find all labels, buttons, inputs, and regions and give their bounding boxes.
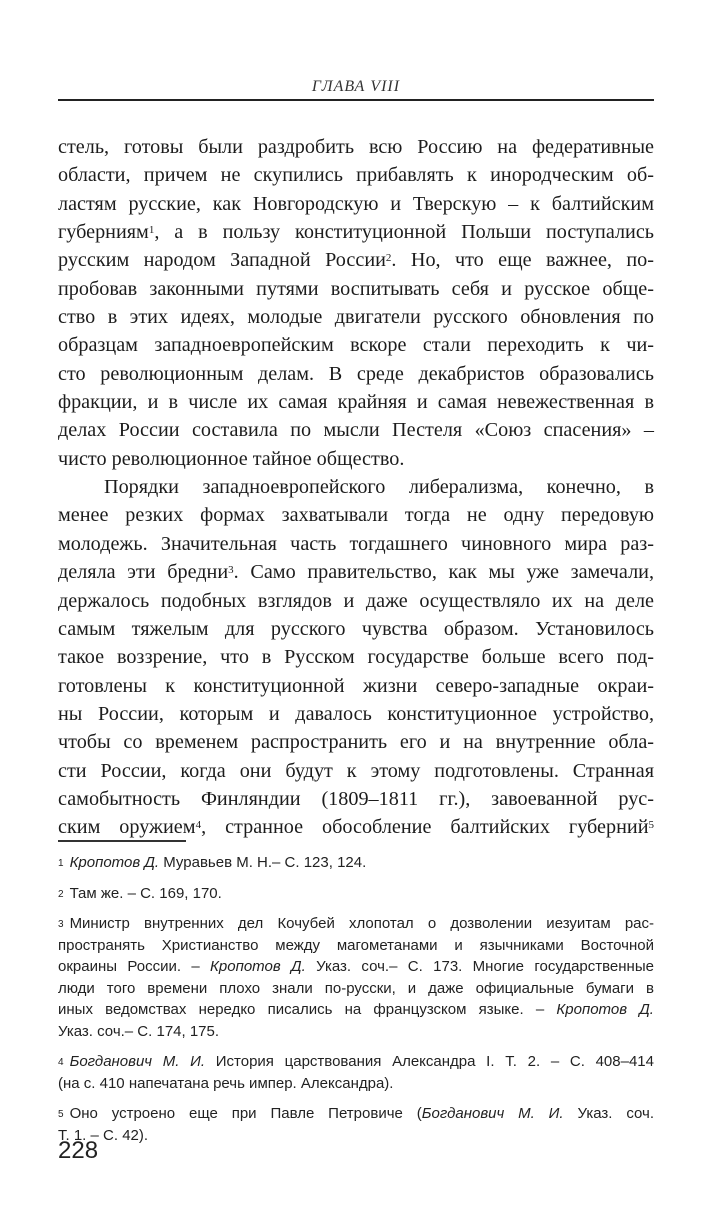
footnote-2 [58, 883, 654, 905]
text-line: держалось подобных взглядов и даже осуществляло их на деле [58, 589, 654, 612]
footnote-ref-1[interactable]: 1 [148, 224, 155, 237]
footnote-1 [58, 852, 654, 874]
text-line: фракции, и в числе их самая крайняя и самая невежественная в [58, 391, 654, 414]
text-line: самобытность Финляндии (1809–1811 гг.), завоеванной рус- [58, 787, 654, 810]
text-line: ластям русские, как Новгородскую и Тверскую – к балтийским [58, 192, 654, 215]
footnote-text: Муравьев М. Н.– С. 123, 124. [159, 854, 367, 871]
footnote-mark: 1 [58, 858, 64, 869]
main-text [58, 133, 654, 842]
footnote-4 [58, 1051, 654, 1094]
text-line: готовлены к конституционной жизни северо-западные окраи- [58, 674, 654, 697]
footnote-line: Т. 1. – С. 42). [58, 1126, 149, 1144]
footnote-rule [58, 840, 186, 842]
text-line: ским оружием$^4$, странное обособление балтийских губерний$^5$ [58, 816, 655, 839]
footnote-mark: 4 [58, 1057, 64, 1068]
text-line: русским народом Западной России$^2$. Но, что еще важнее, по- [58, 249, 654, 272]
text-line: самым тяжелым для русского чувства образом. Установилось [58, 617, 654, 640]
footnote-mark: 5 [58, 1109, 64, 1120]
text-line: делах России составила по мысли Пестеля «Союз спасения» – [58, 419, 654, 442]
text-line: ство в этих идеях, молодые двигатели русского обновления по [58, 306, 654, 329]
text-line: ны России, которым и давалось конституционное устройство, [58, 702, 654, 725]
text-line: образцам западноевропейским вскоре стали переходить к чи- [58, 334, 654, 357]
text-line: деляла эти бредни$^3$. Само правительство, как мы уже замечали, [58, 561, 654, 584]
text-line: молодежь. Значительная часть тогдашнего чиновного мира раз- [58, 532, 654, 555]
page-number: 228 [58, 1137, 99, 1164]
text-line: менее резких формах захватывали тогда не одну передовую [58, 504, 654, 527]
footnote-line: $^3$ Министр внутренних дел Кочубей хлопотал о дозволении иезуитам рас- [58, 915, 654, 932]
footnote-ref-3[interactable]: 3 [228, 564, 234, 577]
text-line: сти России, когда они будут к этому подготовлены. Странная [58, 759, 654, 782]
footnote-ref-5[interactable]: 5 [648, 819, 655, 832]
footnote-text: Там же. – С. 169, 170. [69, 884, 222, 902]
running-header: ГЛАВА VIII [311, 78, 401, 95]
footnote-line: $^5$ Оно устроено еще при Павле Петровиче (Богданович М. И. Указ. соч. [58, 1105, 654, 1122]
footnote-mark: 3 [58, 919, 64, 930]
footnote-line: $^4$ Богданович М. И. История царствования Александра I. Т. 2. – С. 408–414 [58, 1053, 654, 1070]
footnote-ref-4[interactable]: 4 [195, 819, 202, 832]
footnote-mark: 2 [58, 888, 64, 900]
text-line: чисто революционное тайное общество. [58, 447, 405, 470]
footnote-line: иных ведомствах нередко писались на французском языке. – Кропотов Д. [58, 1001, 654, 1018]
text-line: такое воззрение, что в Русском государстве больше всего под- [58, 646, 654, 669]
footnote-line: окраины России. – Кропотов Д. Указ. соч.– С. 173. Многие государственные [58, 958, 654, 975]
footnote-3 [58, 913, 654, 1042]
footnote-line: пространять Христианство между магометанами и язычниками Восточной [58, 936, 654, 954]
footnote-line: люди того времени плохо знали по-русски, и даже официальные бумаги в [58, 979, 654, 997]
footnotes [58, 852, 654, 1155]
paragraph-2 [58, 473, 654, 841]
footnote-line: Указ. соч.– С. 174, 175. [58, 1022, 220, 1040]
footnote-line: (на с. 410 напечатана речь импер. Александра). [58, 1074, 394, 1092]
text-line: пробовав законными путями воспитывать себя и русское обще- [58, 277, 654, 300]
footnote-ref-2[interactable]: 2 [385, 252, 392, 265]
text-line: стель, готовы были раздробить всю Россию на федеративные [58, 136, 654, 158]
paragraph-1 [58, 133, 654, 473]
footnote-5 [58, 1103, 654, 1146]
text-line: Порядки западноевропейского либерализма, конечно, в [104, 476, 654, 499]
text-line: области, причем не скупились прибавлять к инородческим об- [58, 164, 654, 187]
text-line: губерниям$^1$, а в пользу конституционной Польши поступались [58, 221, 654, 244]
text-line: чтобы со временем распространить его и на внутренние обла- [58, 731, 654, 754]
footnote-author: Кропотов Д. [69, 854, 160, 871]
text-line: сто революционным делам. В среде декабристов образовались [58, 362, 654, 385]
header-rule [58, 99, 654, 101]
